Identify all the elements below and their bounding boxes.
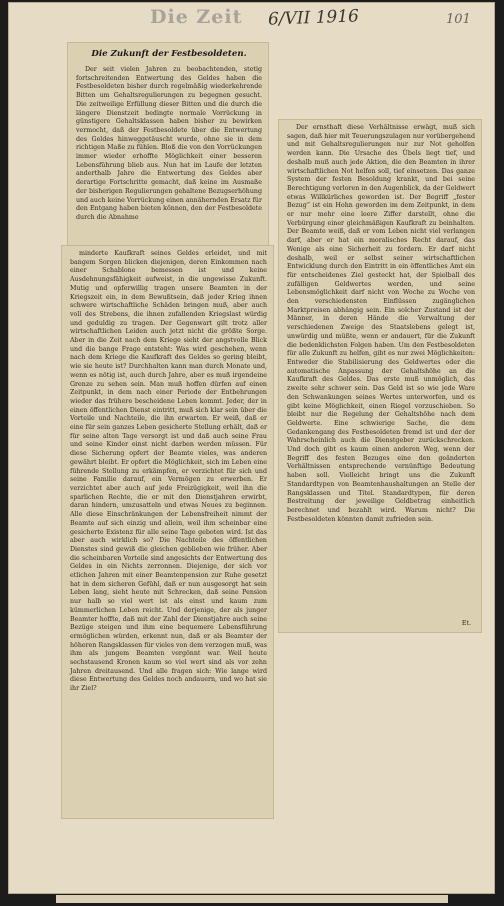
article-body-text: minderte Kaufkraft seines Geldes erleidet, und mit bangem Sorgen blicken diejenigen, deren Einkommen nach einer Schablone bemessen ist und keine Ausdehnungsfähigkeit aufweist, in die ungewisse Zukunft. Mutig und opferwillig tragen unsere Beamten in der Kriegszeit ein, in dem Bewußtsein, daß jeder Krieg ihnen schwere wirtschaftliche Schäden bringen muß, aber auch voll des Strebens, die ihnen zufallenden Kriegslast würdig und geduldig zu tragen. Der Gegenwart gilt trotz aller wirtschaftlichen Leiden auch jetzt nicht die größte Sorge. Aber in die Zeit nach dem Kriege sieht der angstvolle Blick und die bange Frage entsteht: Was wird geschehen, wenn nach dem Kriege die Kaufkraft des Geldes so gering bleibt, wie sie heute ist? Durchhalten kann man durch Monate und, wenn es nötig ist, auch durch Jahre, aber es muß irgendeine Grenze zu sehen sein. Man muß hoffen dürfen auf einen Zeitpunkt, in dem nach einer Periode der Entbehrungen wieder das frühere bescheidene Leben kommt. Jeder, der in einen öffentlichen Dienst eintritt, muß sich klar sein über die Vorteile und Nachteile, die ihn erwarten. Er weiß, daß er eine für sein ganzes Leben gesicherte Stellung erhält, daß er für seine alten Tage versorgt ist und daß auch seine Frau und seine Kinder einst nicht darben werden müssen. Für diese Sicherung opfert der Beamte vieles, was anderen gewährt bleibt. Er opfert die Möglichkeit, sich im Leben eine führende Stellung zu erkämpfen, er verzichtet für sich und seine Familie darauf, ein Vermögen zu erwerben. Er verzichtet aber auch auf jede Freizügigkeit, weil ihn die sparlichen Rechte, die er mit den Dienstjahren erwirbt, daran hindern, umzusatteln und etwas Neues zu beginnen. Alle diese Einschränkungen der Lebensfreiheit nimmt der Beamte auf sich einzig und allein, weil ihm scheinbar eine gesicherte Existenz für alle seine Tage geboten wird. Ist das aber auch wirklich so? Die Nachteile des öffentlichen Dienstes sind gewiß die gleichen geblieben wie früher. Aber die scheinbaren Vorteile sind angesichts der Entwertung des Geldes in ein Nichts zerronnen. Diejenige, der sich vor etlichen Jahren mit einer Beamtenpension zur Ruhe gesetzt hat in dem sicheren Gefühl, daß er nun ausgesorgt hat sein Leben lang, sieht heute mit Schrecken, daß seine Pension nur halb so viel wert ist als einst und kaum zum kümmerlichen Leben reicht. Und derjenige, der als junger Beamter hoffte, daß mit der Zahl der Dienstjahre auch seine Bezüge steigen und ihm eine bequemere Lebensführung ermöglichen würden, erkennt nun, daß er als Beamter der höheren Rangsklassen für vieles von dem verzogen muß, was ihm als jungem Beamten vergönnt war. Weil heute sechstausend Kronen kaum so viel wert sind als vor zehn Jahren dreitausend. Und alle fragen sich: Wie lange wird diese Entwertung des Geldes noch andauern, und wo hat sie ihr Ziel?: [70, 250, 267, 693]
article-conclusion-text: Der ernsthaft diese Verhältnisse erwägt, muß sich sagen, daß hier mit Teuerungszulagen nur vorübergehend und mit Gehaltsregulierungen nur zur Not geholfen werden kann. Die Ursache des Übels liegt tief, und deshalb muß auch jede Aktion, die den Beamten in ihrer wirtschaftlichen Not helfen soll, tief einsetzen. Das ganze System der festen Besoldung krankt, und bei seine Berechtigung verloren in den Augenblick, da der Geldwert etwas Willkürliches geworden ist. Der Begriff „fester Bezug“ ist ein Hohn geworden im dem Zeitpunkt, in dem er nur mehr eine leere Ziffer darstellt, ohne die Verbürgung einer gleichmäßigen Kaufkraft zu beinhalten. Der Beamte weiß, daß er vom Leben nicht viel verlangen darf, aber er hat ein moralisches Recht darauf, das Wenige als eine Sicherheit zu fordern. Er darf nicht deshalb, weil er selbst seiner wirtschaftlichen Entwicklung durch den Eintritt in ein öffentliches Amt ein für entscheidenes Ziel gesteckt hat, der Spielball des zufälligen Geldwertes werden, und seine Lebensmöglichkeit darf nicht von Woche zu Woche von den verschiedensten Einflüssen zugänglichen Marktpreisen abhängig sein. Ein solcher Zustand ist der Männer, in deren Hände die Verwaltung der verschiedenen Zweige des Staatslebens gelegt ist, unwürdig und müßte, wenn er andauert, für die Zukunft die bedenklichsten Folgen haben. Um den Festbesoldeten für alle Zukunft zu helfen, gibt es nur zwei Möglichkeiten: Entweder die Stabilisierung des Geldwertes oder die automatische Anpassung der Gehaltshöhe an die Kaufkraft des Geldes. Das erste muß unmöglich, das zweite sehr schwer sein. Das Geld ist so wie jede Ware den Schwankungen seines Wertes unterworfen, und es gibt keine Möglichkeit, einen Riegel vorzuschieben. So bleibt nur die Regelung der Gehaltshöhe nach dem Geldwerte. Eine schwierige Sache, die dem Gedankengang des Festbesoldeten fremd ist und der der Wahrscheinlich auch die Dienstgeber zurückschrecken. Und doch gibt es kaum einen anderen Weg, wenn der Begriff des festen Bezuges eine den geänderten Verhältnissen entsprechende vernünftige Bedeutung haben soll. Vielleicht bringt uns die Zukunft Standardtypen von Beamtenhaushaltungen an Stelle der Rangsklassen und Titel. Standardtypen, für deren Bestreitung der jeweilige Geldbetrag einheitlich berechnet und bezahlt wird. Warum nicht? Die Festbesoldeten könnten damit zufrieden sein.: [287, 124, 476, 523]
article-headline: Die Zukunft der Festbesoldeten.: [91, 49, 247, 59]
sheet-bottom-edge: [56, 895, 448, 903]
clipping-long-column: [62, 246, 273, 818]
newspaper-masthead: Die Zeit: [150, 6, 243, 28]
handwritten-date: 6/VII 1916: [267, 6, 360, 30]
archive-page-number: 101: [446, 12, 471, 27]
article-intro-text: Der seit vielen Jahren zu beobachtenden, stetig fortschreitenden Entwertung des Geldes haben die Festbesoldeten bisher durch regelmäßig wiederkehrende Bitten um Gehaltsregulierungen zu begegnen gesucht. Die zeitweilige Erfüllung dieser Bitten und die durch die längere Dienstzeit bedingte normale Vorrückung in günstigere Gehaltsklassen haben bisher zu bewirken vermocht, daß der Festbesoldete über die Entwertung des Geldes hinweggetäuscht wurde, ohne sie in dem richtigen Maße zu fühlen. Bloß die von den Vorrückungen immer wieder erhoffte Möglichkeit einer besseren Lebensführung blieb aus. Nun hat im Laufe der letzten anderthalb Jahre die Entwertung des Geldes aber derartige Fortschritte gemacht, daß keine im Ausmaße der bisherigen Regulierungen gehaltene Bezugserhöhung und auch keine Vorrückung einen annähernden Ersatz für den Entgang haben bieten können, den der Festbesoldete durch die Abnahme: [76, 66, 262, 221]
clipping-right-column: [279, 120, 481, 632]
clipping-top: [68, 43, 268, 245]
author-signature: Et.: [461, 620, 471, 628]
